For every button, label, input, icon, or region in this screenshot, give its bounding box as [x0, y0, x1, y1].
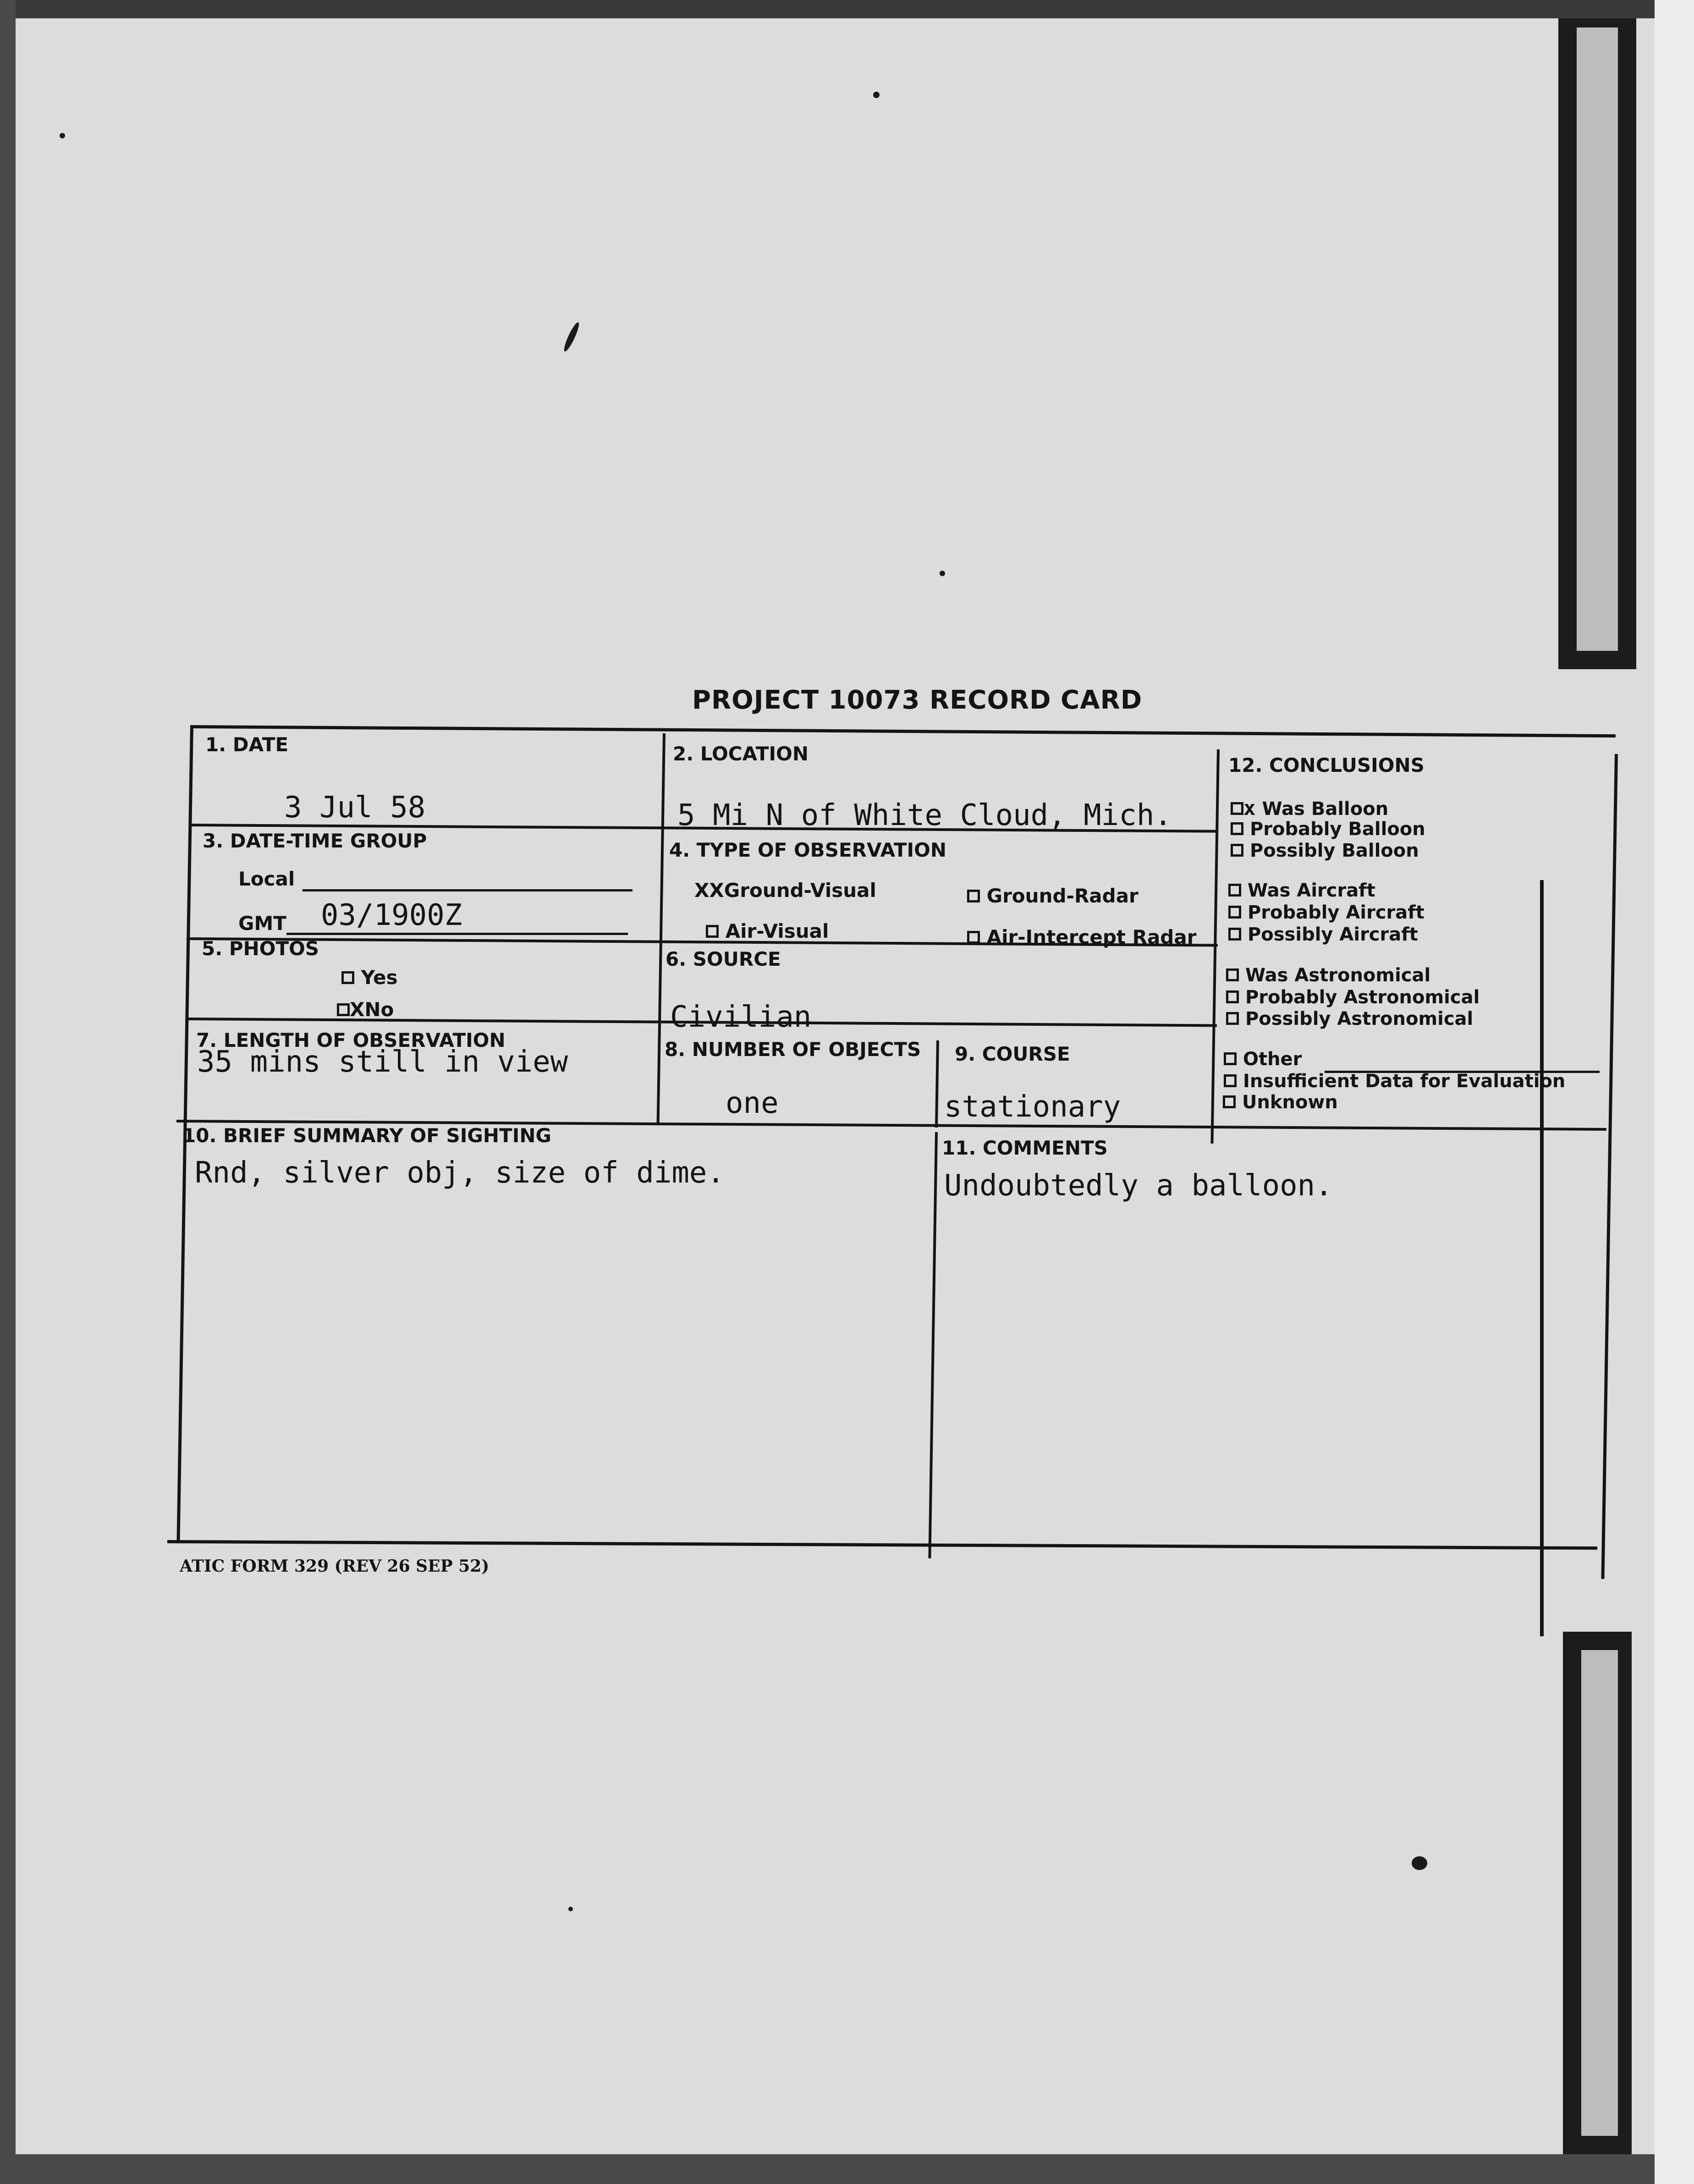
- scan-speck: [568, 1907, 573, 1911]
- checkbox-box: [1231, 802, 1243, 815]
- option-photos-no: No: [364, 998, 394, 1021]
- checkbox-mark: XX: [694, 879, 724, 902]
- card-border-bottom: [167, 1540, 1597, 1550]
- option-insufficient-data: Insufficient Data for Evaluation: [1243, 1071, 1566, 1092]
- field-location-value: 5 Mi N of White Cloud, Mich.: [677, 798, 1172, 832]
- checkbox-photos-no[interactable]: [337, 998, 394, 1021]
- checkbox-box: [1224, 1074, 1237, 1087]
- checkbox-box: [1228, 906, 1241, 919]
- checkbox-box: [1228, 928, 1241, 941]
- checkbox-unknown[interactable]: [1223, 1092, 1338, 1113]
- field-gmt-label: GMT: [238, 912, 286, 935]
- checkbox-box: [967, 931, 980, 944]
- option-possibly-balloon: Possibly Balloon: [1249, 840, 1419, 861]
- option-photos-yes: Yes: [361, 966, 398, 989]
- field-summary-label: 10. BRIEF SUMMARY OF SIGHTING: [182, 1124, 551, 1147]
- checkbox-was-aircraft[interactable]: [1228, 880, 1375, 901]
- scan-border-left: [0, 0, 16, 2184]
- checkbox-box: [706, 925, 719, 938]
- scan-border-right: [1655, 0, 1694, 2184]
- checkbox-probably-aircraft[interactable]: [1228, 902, 1424, 923]
- checkbox-other[interactable]: [1224, 1049, 1302, 1070]
- checkbox-air-intercept-radar[interactable]: [967, 926, 1196, 948]
- divider-objects-course: [935, 1040, 939, 1128]
- option-unknown: Unknown: [1242, 1092, 1338, 1113]
- card-border-right: [1601, 754, 1618, 1579]
- field-length-value: 35 mins still in view: [197, 1045, 568, 1079]
- option-ground-radar: Ground-Radar: [986, 885, 1138, 907]
- checkbox-probably-balloon[interactable]: [1231, 819, 1425, 840]
- checkbox-probably-astronomical[interactable]: [1226, 987, 1480, 1008]
- checkbox-was-astronomical[interactable]: [1226, 965, 1430, 986]
- checkbox-was-balloon[interactable]: [1231, 797, 1388, 820]
- scan-border-bottom: [0, 2154, 1694, 2184]
- option-other: Other: [1243, 1049, 1302, 1070]
- checkbox-insufficient-data[interactable]: [1224, 1071, 1565, 1092]
- option-was-balloon: Was Balloon: [1262, 798, 1389, 820]
- checkbox-photos-yes[interactable]: [341, 966, 398, 989]
- field-local-label: Local: [238, 868, 295, 890]
- field-length-label: 7. LENGTH OF OBSERVATION: [196, 1029, 506, 1051]
- checkbox-box: [1228, 884, 1241, 897]
- divider-vertical-left: [657, 733, 666, 1123]
- checkbox-possibly-aircraft[interactable]: [1228, 924, 1418, 945]
- field-course-label: 9. COURSE: [955, 1043, 1070, 1065]
- checkbox-mark: x: [1243, 797, 1256, 820]
- field-local-underline: [302, 889, 632, 891]
- card-title: PROJECT 10073 RECORD CARD: [692, 685, 1143, 715]
- field-datetime-label: 3. DATE-TIME GROUP: [203, 830, 427, 852]
- margin-rule: [1540, 880, 1544, 1636]
- field-date-label: 1. DATE: [205, 733, 289, 756]
- checkbox-box: [1224, 1052, 1237, 1065]
- checkbox-box: [1226, 968, 1239, 981]
- checkbox-box: [337, 1003, 350, 1016]
- checkbox-ground-visual[interactable]: [694, 879, 876, 902]
- field-comments-label: 11. COMMENTS: [942, 1137, 1108, 1159]
- checkbox-box: [967, 890, 980, 902]
- field-course-value: stationary: [944, 1090, 1121, 1124]
- scan-speck: [1412, 1856, 1427, 1870]
- card-border-top: [190, 725, 1616, 737]
- field-gmt-value: 03/1900Z: [321, 898, 462, 932]
- field-location-label: 2. LOCATION: [673, 743, 808, 765]
- checkbox-box: [1231, 822, 1243, 835]
- checkbox-air-visual[interactable]: [706, 920, 829, 942]
- checkbox-box: [1226, 1012, 1239, 1025]
- form-number: ATIC FORM 329 (REV 26 SEP 52): [180, 1557, 490, 1576]
- scan-speck: [940, 571, 945, 576]
- checkbox-box: [1223, 1095, 1236, 1108]
- scan-mark: [562, 321, 581, 352]
- checkbox-possibly-astronomical[interactable]: [1226, 1008, 1473, 1029]
- option-probably-balloon: Probably Balloon: [1249, 819, 1425, 840]
- scan-speck: [60, 133, 65, 138]
- field-source-label: 6. SOURCE: [666, 948, 781, 970]
- field-conclusions-label: 12. CONCLUSIONS: [1228, 754, 1424, 776]
- checkbox-possibly-balloon[interactable]: [1231, 840, 1419, 861]
- option-air-intercept-radar: Air-Intercept Radar: [986, 926, 1197, 948]
- checkbox-ground-radar[interactable]: [967, 885, 1138, 907]
- checkbox-mark: X: [350, 998, 365, 1021]
- field-objects-label: 8. NUMBER OF OBJECTS: [665, 1038, 921, 1061]
- field-gmt-underline: [286, 933, 628, 935]
- option-possibly-aircraft: Possibly Aircraft: [1247, 924, 1418, 945]
- option-ground-visual: Ground-Visual: [724, 879, 876, 902]
- scan-border-top: [0, 0, 1694, 18]
- checkbox-box: [1231, 844, 1243, 857]
- field-date-value: 3 Jul 58: [284, 791, 426, 825]
- option-was-astronomical: Was Astronomical: [1245, 965, 1431, 986]
- field-source-value: Civilian: [670, 1000, 812, 1034]
- field-objects-value: one: [726, 1086, 779, 1120]
- field-photos-label: 5. PHOTOS: [202, 937, 319, 960]
- binding-bar-bottom-inner: [1581, 1650, 1618, 2136]
- option-air-visual: Air-Visual: [725, 920, 829, 942]
- divider-summary-comments: [928, 1132, 938, 1558]
- binding-bar-top-inner: [1577, 28, 1618, 651]
- option-probably-aircraft: Probably Aircraft: [1247, 902, 1424, 923]
- field-observation-label: 4. TYPE OF OBSERVATION: [669, 839, 947, 861]
- scan-speck: [873, 92, 880, 98]
- option-probably-astronomical: Probably Astronomical: [1245, 987, 1480, 1008]
- option-was-aircraft: Was Aircraft: [1247, 880, 1375, 901]
- checkbox-box: [1226, 990, 1239, 1003]
- field-comments-value: Undoubtedly a balloon.: [944, 1169, 1333, 1203]
- option-possibly-astronomical: Possibly Astronomical: [1245, 1008, 1474, 1029]
- field-summary-value: Rnd, silver obj, size of dime.: [195, 1156, 725, 1190]
- checkbox-box: [341, 971, 354, 984]
